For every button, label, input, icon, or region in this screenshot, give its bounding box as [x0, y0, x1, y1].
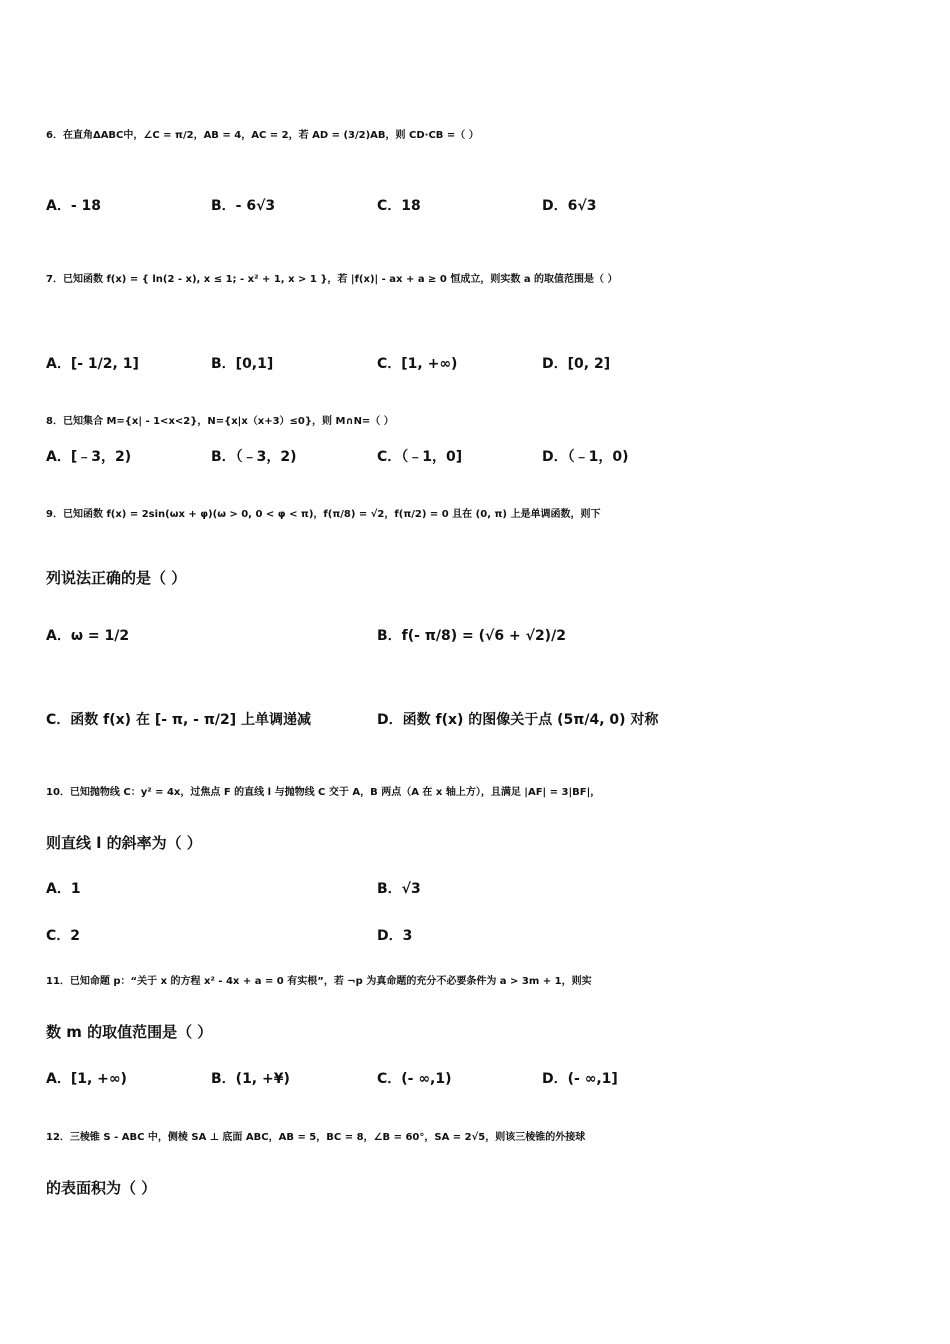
question-10-option-c: C．2 [46, 928, 81, 944]
question-7-stem: 7．已知函数 f(x) = { ln(2 - x), x ≤ 1; - x² + 1, x > 1 }，若 |f(x)| - ax + a ≥ 0 恒成立，则实数 a 的取值范围是（ ） [46, 274, 618, 285]
question-6-option-a: A．- 18 [46, 198, 102, 214]
question-9-stem-continued: 列说法正确的是（ ） [46, 569, 187, 587]
question-10-stem: 10．已知抛物线 C：y² = 4x，过焦点 F 的直线 l 与抛物线 C 交于 A，B 两点（A 在 x 轴上方），且满足 |AF| = 3|BF|， [46, 787, 601, 798]
question-6-option-d: D．6√3 [542, 198, 597, 214]
question-7-option-c: C．[1, +∞) [377, 356, 458, 372]
question-9-option-b: B．f(- π/8) = (√6 + √2)/2 [377, 628, 566, 644]
question-9-option-d: D．函数 f(x) 的图像关于点 (5π/4, 0) 对称 [377, 712, 659, 728]
question-8-option-b: B．（﹣3，2) [211, 449, 297, 465]
question-10-stem-continued: 则直线 l 的斜率为（ ） [46, 834, 202, 852]
question-6-option-c: C．18 [377, 198, 421, 214]
question-7-option-a: A．[- 1/2, 1] [46, 356, 139, 372]
question-9-option-c: C．函数 f(x) 在 [- π, - π/2] 上单调递减 [46, 712, 312, 728]
question-10-option-b: B．√3 [377, 881, 421, 897]
question-6-stem: 6．在直角ΔABC中，∠C = π/2，AB = 4，AC = 2，若 AD = (3/2)AB，则 CD·CB =（ ） [46, 130, 479, 141]
question-8-option-d: D．（﹣1，0) [542, 449, 629, 465]
question-8-stem: 8．已知集合 M={x| - 1<x<2}，N={x|x（x+3）≤0}，则 M∩N=（ ） [46, 416, 394, 427]
question-11-option-d: D．(- ∞,1] [542, 1071, 618, 1087]
question-7-option-d: D．[0, 2] [542, 356, 611, 372]
question-11-option-b: B．(1, +¥) [211, 1071, 290, 1087]
question-12-stem-continued: 的表面积为（ ） [46, 1179, 157, 1197]
question-9-stem: 9．已知函数 f(x) = 2sin(ωx + φ)(ω > 0, 0 < φ < π)，f(π/8) = √2，f(π/2) = 0 且在 (0, π) 上是单调函数，则下 [46, 509, 601, 520]
question-11-stem: 11．已知命题 p：“关于 x 的方程 x² - 4x + a = 0 有实根”，若 ¬p 为真命题的充分不必要条件为 a > 3m + 1，则实 [46, 976, 592, 987]
question-7-option-b: B．[0,1] [211, 356, 274, 372]
question-6-option-b: B．- 6√3 [211, 198, 276, 214]
question-11-stem-continued: 数 m 的取值范围是（ ） [46, 1023, 213, 1041]
question-11-option-a: A．[1, +∞) [46, 1071, 127, 1087]
question-8-option-a: A．[﹣3，2) [46, 449, 132, 465]
question-9-option-a: A．ω = 1/2 [46, 628, 130, 644]
question-10-option-a: A．1 [46, 881, 81, 897]
question-8-option-c: C．（﹣1，0] [377, 449, 463, 465]
question-11-option-c: C．(- ∞,1) [377, 1071, 452, 1087]
question-10-option-d: D．3 [377, 928, 413, 944]
question-12-stem: 12．三棱锥 S - ABC 中，侧棱 SA ⊥ 底面 ABC，AB = 5，BC = 8，∠B = 60°，SA = 2√5，则该三棱锥的外接球 [46, 1132, 586, 1143]
